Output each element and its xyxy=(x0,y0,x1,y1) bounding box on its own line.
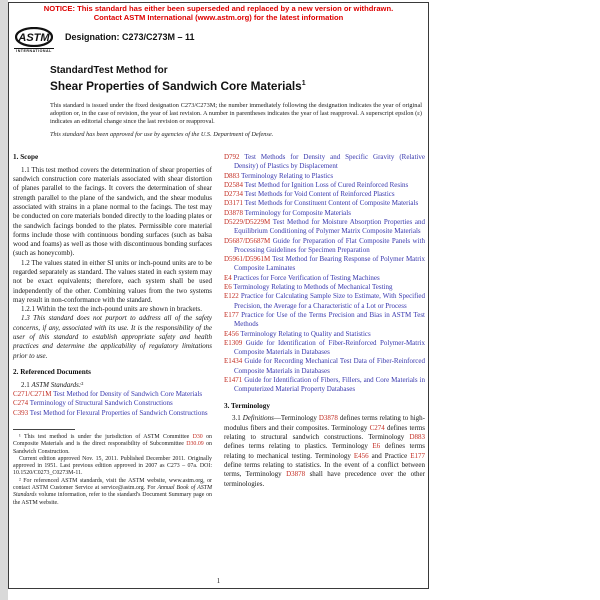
body-paragraph: 1.2.1 Within the text the inch-pound units are shown in brackets. xyxy=(21,305,202,314)
dod-approval-note: This standard has been approved for use by agencies of the U.S. Department of Defense. xyxy=(50,131,274,139)
footnote-2: ² For referenced ASTM standards, visit the ASTM website, www.astm.org, or contact ASTM Customer Service at service@astm.org. For Annual Book of ASTM Standards volume information, refer to the standard's Document Summary page on the ASTM website. xyxy=(13,477,212,506)
footnote-divider xyxy=(13,429,75,430)
astm-standard-page xyxy=(8,2,429,589)
reference-title: Terminology of Structural Sandwich Constructions xyxy=(28,399,173,408)
astm-ref-link[interactable]: D883 xyxy=(224,171,240,180)
reference-entry xyxy=(224,199,425,208)
reference-entry xyxy=(13,399,212,408)
astm-ref-link[interactable]: E1309 xyxy=(224,338,243,347)
reference-title: Practice for Use of the Terms Precision and Bias in ASTM Test Methods xyxy=(234,310,425,329)
astm-ref-link[interactable]: D3878 xyxy=(318,414,338,423)
astm-logo-icon xyxy=(15,27,53,47)
reference-entry xyxy=(224,153,425,172)
reference-title: Test Methods for Constituent Content of Composite Materials xyxy=(243,199,419,208)
standard-header xyxy=(13,27,424,53)
astm-ref-link[interactable]: E122 xyxy=(224,292,239,301)
section-heading-terminology: 3. Terminology xyxy=(224,401,270,410)
reference-entry xyxy=(224,330,425,339)
reference-entry xyxy=(224,339,425,358)
reference-title: Guide for Identification of Fiber-Reinforced Polymer-Matrix Composite Materials in Databases xyxy=(234,338,425,357)
notice-line-1: NOTICE: This standard has either been superseded and replaced by a new version or withdrawn. xyxy=(43,4,394,13)
reference-entry xyxy=(224,209,425,218)
reference-title: Test Method for Density of Sandwich Core Materials xyxy=(51,390,203,399)
two-column-body xyxy=(13,153,425,507)
italic-text: Annual Book of ASTM Standards xyxy=(13,485,212,499)
astm-ref-link[interactable]: C393 xyxy=(13,408,29,417)
astm-ref-link[interactable]: E177 xyxy=(224,310,239,319)
astm-ref-link[interactable]: E6 xyxy=(224,283,232,292)
astm-ref-link[interactable]: E456 xyxy=(353,451,369,460)
astm-ref-link[interactable]: E6 xyxy=(372,442,381,451)
astm-ref-link[interactable]: D5229/D5229M xyxy=(224,218,271,226)
reference-title: Test Method for Ignition Loss of Cured Reinforced Resins xyxy=(243,180,409,189)
reference-title: Practices for Force Verification of Testing Machines xyxy=(231,273,380,282)
reference-title: Terminology Relating to Plastics xyxy=(239,171,334,180)
reference-entry xyxy=(224,283,425,292)
reference-entry xyxy=(224,190,425,199)
astm-ref-link[interactable]: D3878 xyxy=(224,208,244,217)
astm-ref-link[interactable]: E4 xyxy=(224,273,232,282)
reference-entry xyxy=(13,409,212,418)
referenced-standards-list xyxy=(13,390,212,418)
section-heading-referenced-documents: 2. Referenced Documents xyxy=(13,367,91,376)
footnote-1: ¹ This test method is under the jurisdiction of ASTM Committee D30 on Composite Materials and is the direct responsibility of Subcommittee D30.09 on Sandwich Construction. xyxy=(13,433,212,455)
reference-entry xyxy=(224,311,425,330)
reference-title: Terminology for Composite Materials xyxy=(243,208,351,217)
title-block xyxy=(50,65,422,139)
page-number: 1 xyxy=(216,577,221,585)
astm-ref-link[interactable]: C271/C271M xyxy=(13,390,52,399)
page-title-text: Shear Properties of Sandwich Core Materials xyxy=(50,79,302,94)
reference-title: Test Methods for Density and Specific Gravity (Relative Density) of Plastics by Displacement xyxy=(234,152,425,171)
astm-ref-link[interactable]: D883 xyxy=(409,433,425,442)
astm-standards-intro: 2.1 ASTM Standards:² xyxy=(21,380,84,389)
terminology-paragraph: 3.1 Definitions—Terminology D3878 defines terms relating to high-modulus fibers and their composites. Terminology C274 defines terms relating to structural sandwich constructions. Terminology D883 defines terms relating to plastics. Terminology E6 defines terms relating to mechanical testing. Terminology E456 and Practice E177 define terms relating to statistics. In the event of a conflict between terms, Terminology D3878 shall have precedence over the other terminologies. xyxy=(224,414,426,488)
astm-ref-link[interactable]: D5687/D5687M xyxy=(224,236,271,245)
astm-ref-link[interactable]: E1471 xyxy=(224,376,243,385)
title-footnote-marker: 1 xyxy=(301,80,306,88)
astm-ref-link[interactable]: D792 xyxy=(224,152,240,161)
left-column xyxy=(13,153,212,507)
astm-ref-link[interactable]: E456 xyxy=(224,329,239,338)
reference-entry xyxy=(224,357,425,376)
body-paragraph: 1.1 This test method covers the determination of shear properties of sandwich construction core materials associated with shear distortion of planes parallel to the facings. It covers the determination of shear strength parallel to the plane of the sandwich, and the shear modulus associated with strains in a plane normal to the facings. The test may be conducted on core materials bonded directly to the loading plates or the sandwich facings bonded to the plates. Permissible core material forms include those with continuous bonding surfaces (such as balsa wood and foams) as well as those with discontinuous bonding surfaces (such as honeycomb). xyxy=(13,165,212,258)
astm-ref-link[interactable]: C274 xyxy=(13,399,29,408)
astm-ref-link[interactable]: D2584 xyxy=(224,180,244,189)
designation: Designation: C273/C273M – 11 xyxy=(65,32,195,43)
page-title-line2 xyxy=(50,77,422,93)
scope-paragraphs xyxy=(13,166,212,361)
reference-entry xyxy=(224,218,425,237)
astm-ref-link[interactable]: D30 xyxy=(192,433,203,440)
issuance-paragraph: This standard is issued under the fixed designation C273/C273M; the number immediately following the designation indicates the year of original adoption or, in the case of revision, the year of last revision. A number in parentheses indicates the year of last reapproval. A superscript epsilon (ε) indicates an editorial change since the last revision or reapproval. xyxy=(50,102,422,125)
reference-entry xyxy=(13,390,212,399)
astm-logo-subtitle: INTERNATIONAL xyxy=(14,48,54,54)
reference-title: Test Method for Moisture Absorption Properties and Equilibrium Conditioning of Polymer Matrix Composite Materials xyxy=(234,218,425,236)
section-heading-scope: 1. Scope xyxy=(13,152,39,161)
reference-title: Test Methods for Void Content of Reinforced Plastics xyxy=(243,190,395,199)
italic-text: Definitions xyxy=(242,414,274,423)
viewer-edge-strip xyxy=(0,0,8,600)
reference-entry xyxy=(224,181,425,190)
right-column xyxy=(224,153,425,507)
reference-entry xyxy=(224,172,425,181)
astm-ref-link[interactable]: D5961/D5961M xyxy=(224,255,271,264)
reference-title: Test Method for Flexural Properties of Sandwich Constructions xyxy=(28,408,208,417)
reference-title: Terminology Relating to Quality and Statistics xyxy=(238,329,371,338)
page-title-line1: StandardTest Method for xyxy=(50,65,168,77)
astm-ref-link[interactable]: D2734 xyxy=(224,190,244,199)
astm-ref-link[interactable]: D3171 xyxy=(224,199,244,208)
reference-title: Terminology Relating to Methods of Mechanical Testing xyxy=(231,283,393,292)
reference-entry xyxy=(224,274,425,283)
reference-title: Guide for Recording Mechanical Test Data of Fiber-Reinforced Composite Materials in Databases xyxy=(234,357,425,375)
reference-title: Guide for Identification of Fibers, Fillers, and Core Materials in Computerized Material Property Databases xyxy=(234,376,425,394)
reference-entry xyxy=(224,237,425,256)
reference-entry xyxy=(224,255,425,274)
astm-logo xyxy=(14,27,54,53)
referenced-standards-list-continued xyxy=(224,153,425,395)
reference-entry xyxy=(224,292,425,311)
italic-text: ASTM Standards: xyxy=(31,380,82,389)
astm-logo-text: ASTM xyxy=(18,32,50,45)
footnote-edition: Current edition approved Nov. 15, 2011. Published December 2011. Originally approved in 1951. Last previous edition approved in 2007 as C273 – 07a. DOI: 10.1520/C0273_C0273M-11. xyxy=(13,455,212,477)
reference-title: Guide for Preparation of Flat Composite Panels with Processing Guidelines for Specimen Preparation xyxy=(234,236,425,254)
astm-ref-link[interactable]: C274 xyxy=(369,423,385,432)
astm-ref-link[interactable]: D3878 xyxy=(286,470,306,479)
astm-ref-link[interactable]: E177 xyxy=(410,451,426,460)
notice-line-2: Contact ASTM International (www.astm.org) for the latest information xyxy=(93,12,344,22)
supersession-notice xyxy=(9,5,428,22)
reference-title: Test Method for Bearing Response of Polymer Matrix Composite Laminates xyxy=(234,255,425,273)
astm-ref-link[interactable]: E1434 xyxy=(224,357,243,366)
reference-entry xyxy=(224,376,425,395)
body-paragraph: 1.2 The values stated in either SI units or inch-pound units are to be regarded separately as standard. The values stated in each system may not be exact equivalents; therefore, each system shall be used independently of the other. Combining values from the two systems may result in non-conformance with the standard. xyxy=(13,258,212,304)
reference-title: Practice for Calculating Sample Size to Estimate, With Specified Precision, the Average for a Characteristic of a Lot or Process xyxy=(234,292,425,310)
astm-ref-link[interactable]: D30.09 xyxy=(186,441,204,448)
body-paragraph: 1.3 This standard does not purport to address all of the safety concerns, if any, associated with its use. It is the responsibility of the user of this standard to establish appropriate safety and health practices and determine the applicability of regulatory limitations prior to use. xyxy=(13,314,212,360)
